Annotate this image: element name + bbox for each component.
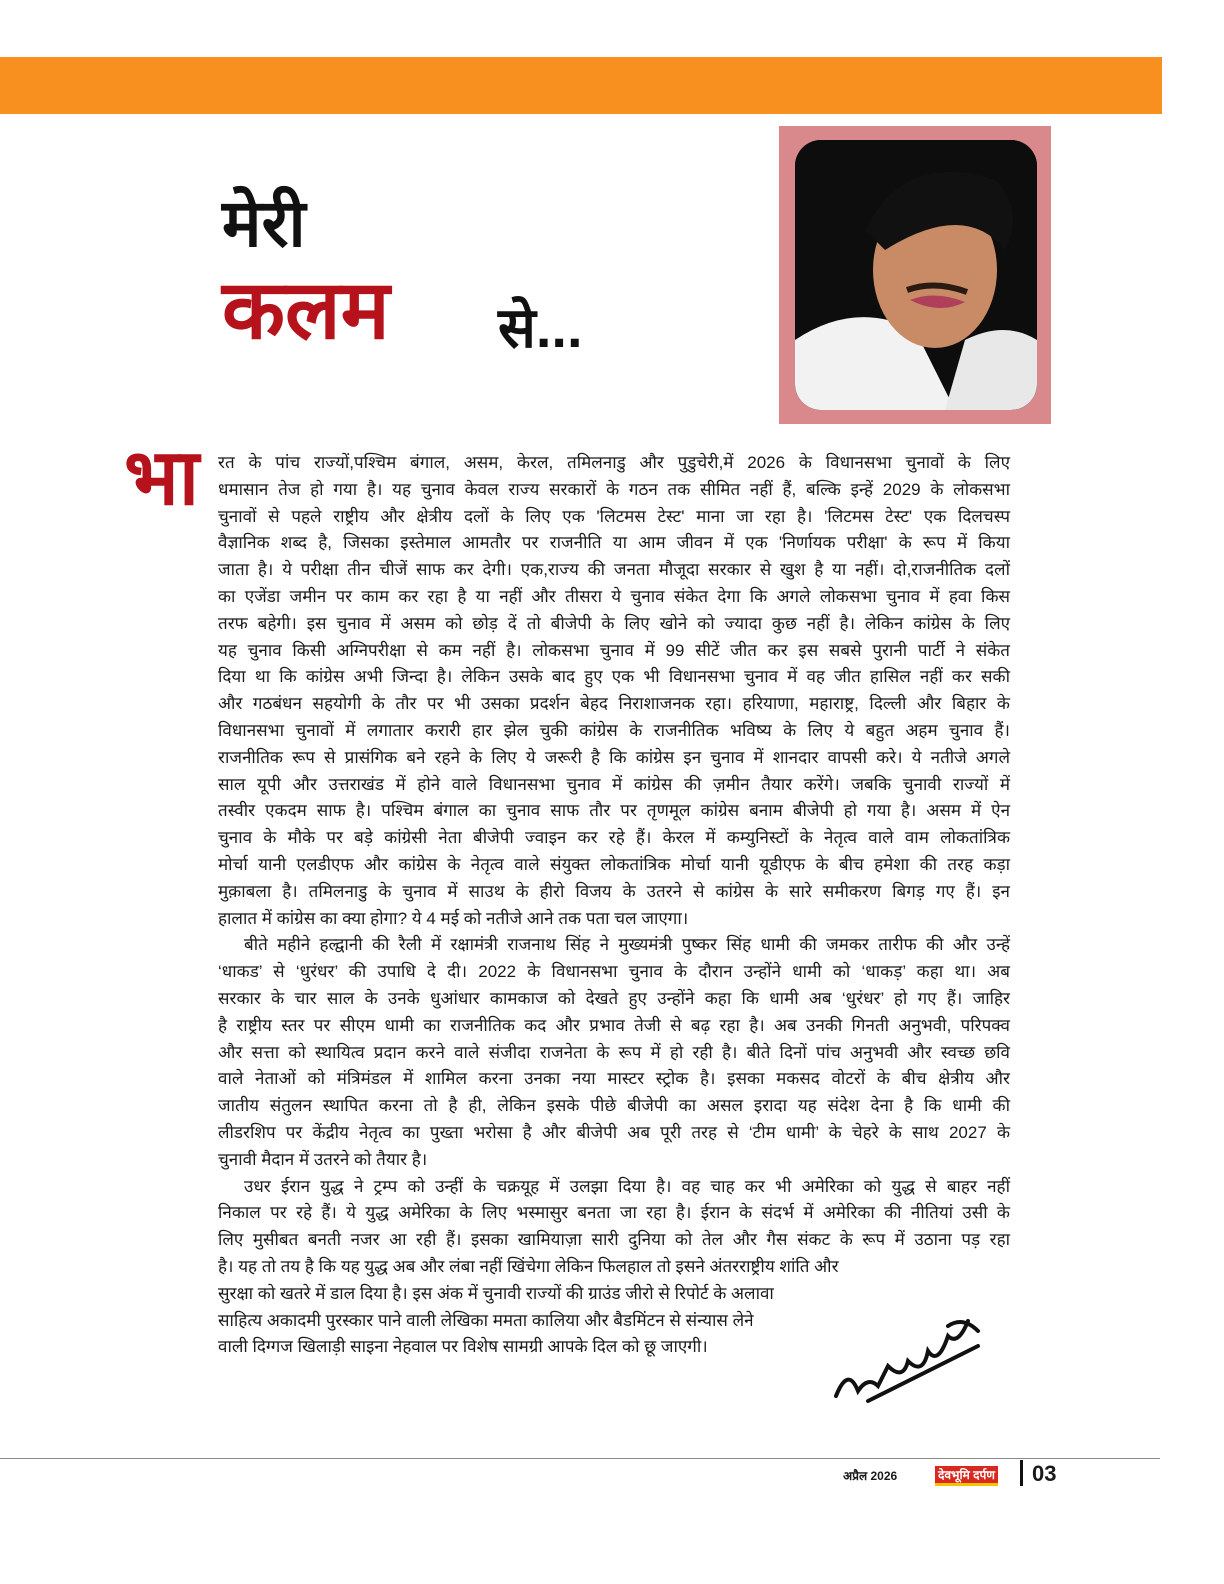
author-signature <box>828 1306 988 1416</box>
editorial-body <box>218 450 1010 1361</box>
text-line: धमासान तेज हो गया है। यह चुनाव केवल राज्य सरकारों के गठन तक सीमित नहीं हैं, बल्कि इन्हें 2029 के लोकसभा <box>218 479 1010 499</box>
text-line: मुक़ाबला है। तमिलनाडु के चुनाव में साउथ के हीरो विजय के उतरने से कांग्रेस के सारे समीकरण बिगड़ गए हैं। इन <box>218 881 1010 901</box>
text-line: वैज्ञानिक शब्द है, जिसका इस्तेमाल आमतौर पर राजनीति या आम जीवन में एक 'निर्णायक परीक्षा' के रूप में किया <box>218 533 1010 553</box>
paragraph <box>218 932 1010 1173</box>
text-line: रत के पांच राज्यों,पश्चिम बंगाल, असम, केरल, तमिलनाडु और पुडुचेरी,में 2026 के विधानसभा चुनावों के लिए <box>218 453 1010 472</box>
footer-divider <box>0 1458 1160 1459</box>
text-line: और गठबंधन सहयोगी के तौर पर भी उसका प्रदर्शन बेहद निराशाजनक रहा। हरियाणा, महाराष्ट्र, दिल्ली और बिहार के <box>218 694 1010 714</box>
text-line: वाले नेताओं को मंत्रिमंडल में शामिल करना उनका नया मास्टर स्ट्रोक है। इसका मकसद वोटरों के बीच क्षेत्रीय और <box>218 1069 1010 1089</box>
text-line: यह चुनाव किसी अग्निपरीक्षा से कम नहीं है। लोकसभा चुनाव में 99 सीटें जीत कर इस सबसे पुरानी पार्टी ने संकेत <box>218 640 1010 660</box>
text-line: साहित्य अकादमी पुरस्कार पाने वाली लेखिका ममता कालिया और बैडमिंटन से संन्यास लेने <box>218 1310 754 1330</box>
text-line: चुनावी मैदान में उतरने को तैयार है। <box>218 1149 428 1169</box>
text-line: है। यह तो तय है कि यह युद्ध अब और लंबा नहीं खिंचेगा लेकिन फिलहाल तो इसने अंतरराष्ट्रीय शांति और <box>218 1256 839 1276</box>
page-number: 03 <box>1032 1461 1057 1486</box>
top-orange-banner <box>0 57 1162 114</box>
text-line: और सत्ता को स्थायित्व प्रदान करने वाले संजीदा राजनेता के रूप में हो रही है। बीते दिनों पांच अनुभवी और स्वच्छ छवि <box>218 1042 1010 1062</box>
author-photo <box>795 140 1037 410</box>
title-meri: मेरी <box>222 186 306 260</box>
drop-cap: भा <box>124 433 200 521</box>
footer-issue-date: अप्रैल 2026 <box>843 1469 898 1483</box>
text-line: जाता है। ये परीक्षा तीन चीजें साफ कर देगी। एक,राज्य की जनता मौजूदा सरकार से खुश है या नहीं। दो,राजनीतिक दलों <box>218 560 1010 580</box>
text-line: तरफ बहेगी। इस चुनाव में असम को छोड़ दें तो बीजेपी के लिए खोने को ज्यादा कुछ नहीं है। लेकिन कांग्रेस के लिए <box>218 613 1010 633</box>
title-kalam: कलम <box>222 265 390 356</box>
text-line: निकाल पर रहे हैं। ये युद्ध अमेरिका के लिए भस्मासुर बनता जा रहा है। ईरान के संदर्भ में अमेरिका की नीतियां उसी के <box>218 1203 1010 1223</box>
text-line: ‘धाकड’ से ‘धुरंधर’ की उपाधि दे दी। 2022 के विधानसभा चुनाव के दौरान उन्होंने धामी को ‘धाकड़’ कहा था। अब <box>218 962 1010 982</box>
text-line: सरकार के चार साल के उनके धुआंधार कामकाज को देखते हुए उन्होंने कहा कि धामी अब ‘धुरंधर’ हो गए हैं। जाहिर <box>218 988 1010 1008</box>
text-line: वाली दिग्गज खिलाड़ी साइना नेहवाल पर विशेष सामग्री आपके दिल को छू जाएगी। <box>218 1337 708 1357</box>
text-line: सुरक्षा को खतरे में डाल दिया है। इस अंक में चुनावी राज्यों की ग्राउंड जीरो से रिपोर्ट के अलावा <box>218 1283 774 1303</box>
text-line: साल यूपी और उत्तराखंड में होने वाले विधानसभा चुनाव में कांग्रेस की ज़मीन तैयार करेंगे। जबकि चुनावी राज्यों में <box>218 774 1010 794</box>
text-line: विधानसभा चुनावों में लगातार करारी हार झेल चुकी कांग्रेस के राजनीतिक भविष्य के लिए ये बहुत अहम चुनाव हैं। <box>218 720 1010 740</box>
text-line: राजनीतिक रूप से प्रासंगिक बने रहने के लिए ये जरूरी है कि कांग्रेस इन चुनाव में शानदार वापसी करे। ये नतीजे अगले <box>218 747 1010 767</box>
text-line: तस्वीर एकदम साफ है। पश्चिम बंगाल का चुनाव साफ तौर पर तृणमूल कांग्रेस बनाम बीजेपी हो गया है। असम में ऐन <box>218 801 1010 821</box>
paragraph <box>218 450 1010 932</box>
footer-magazine-logo: देवभूमि दर्पण <box>935 1466 998 1486</box>
text-line: उधर ईरान युद्ध ने ट्रम्प को उन्हीं के चक्रयूह में उलझा दिया है। वह चाह कर भी अमेरिका को युद्ध से बाहर नहीं <box>244 1176 1010 1196</box>
text-line: चुनावों से पहले राष्ट्रीय और क्षेत्रीय दलों के लिए एक 'लिटमस टेस्ट' माना जा रहा है। 'लिटमस टेस्ट' एक दिलचस्प <box>218 506 1010 526</box>
text-line: हालात में कांग्रेस का क्या होगा? ये 4 मई को नतीजे आने तक पता चल जाएगा। <box>218 908 689 928</box>
footer-separator <box>1020 1460 1023 1486</box>
text-line: बीते महीने हल्द्वानी की रैली में रक्षामंत्री राजनाथ सिंह ने मुख्यमंत्री पुष्कर सिंह धामी की जमकर तारीफ की और उन्हें <box>244 935 1010 955</box>
text-line: लिए मुसीबत बनती नजर आ रही हैं। इसका खामियाज़ा सारी दुनिया को तेल और गैस संकट के रूप में उठाना पड़ रहा <box>218 1230 1010 1250</box>
text-line: लीडरशिप पर केंद्रीय नेतृत्व का पुख्ता भरोसा है और बीजेपी अब पूरी तरह से ‘टीम धामी’ के चेहरे के साथ 2027 के <box>218 1122 1010 1142</box>
text-line: का एजेंडा जमीन पर काम कर रहा है या नहीं और तीसरा ये चुनाव संकेत देगा कि अगले लोकसभा चुनाव में हवा किस <box>218 586 1010 606</box>
text-line: जातीय संतुलन स्थापित करना तो है ही, लेकिन इसके पीछे बीजेपी का असल इरादा यह संदेश देना है कि धामी की <box>218 1096 1010 1116</box>
text-line: चुनाव के मौके पर बड़े कांग्रेसी नेता बीजेपी ज्वाइन कर रहे हैं। केरल में कम्युनिस्टों के नेतृत्व वाले वाम लोकतांत्रिक <box>218 828 1010 848</box>
author-photo-frame <box>779 126 1051 424</box>
text-line: दिया था कि कांग्रेस अभी जिन्दा है। लेकिन उसके बाद हुए एक भी विधानसभा चुनाव में वह जीत हासिल नहीं कर सकी <box>218 667 1010 687</box>
title-se: से... <box>498 296 583 359</box>
text-line: है राष्ट्रीय स्तर पर सीएम धामी का राजनीतिक कद और प्रभाव तेजी से बढ़ रहा है। अब उनकी गिनती अनुभवी, परिपक्व <box>218 1015 1010 1035</box>
text-line: मोर्चा यानी एलडीएफ और कांग्रेस के नेतृत्व वाले संयुक्त लोकतांत्रिक मोर्चा यानी यूडीएफ के बीच हमेशा की तरह कड़ा <box>218 854 1010 874</box>
